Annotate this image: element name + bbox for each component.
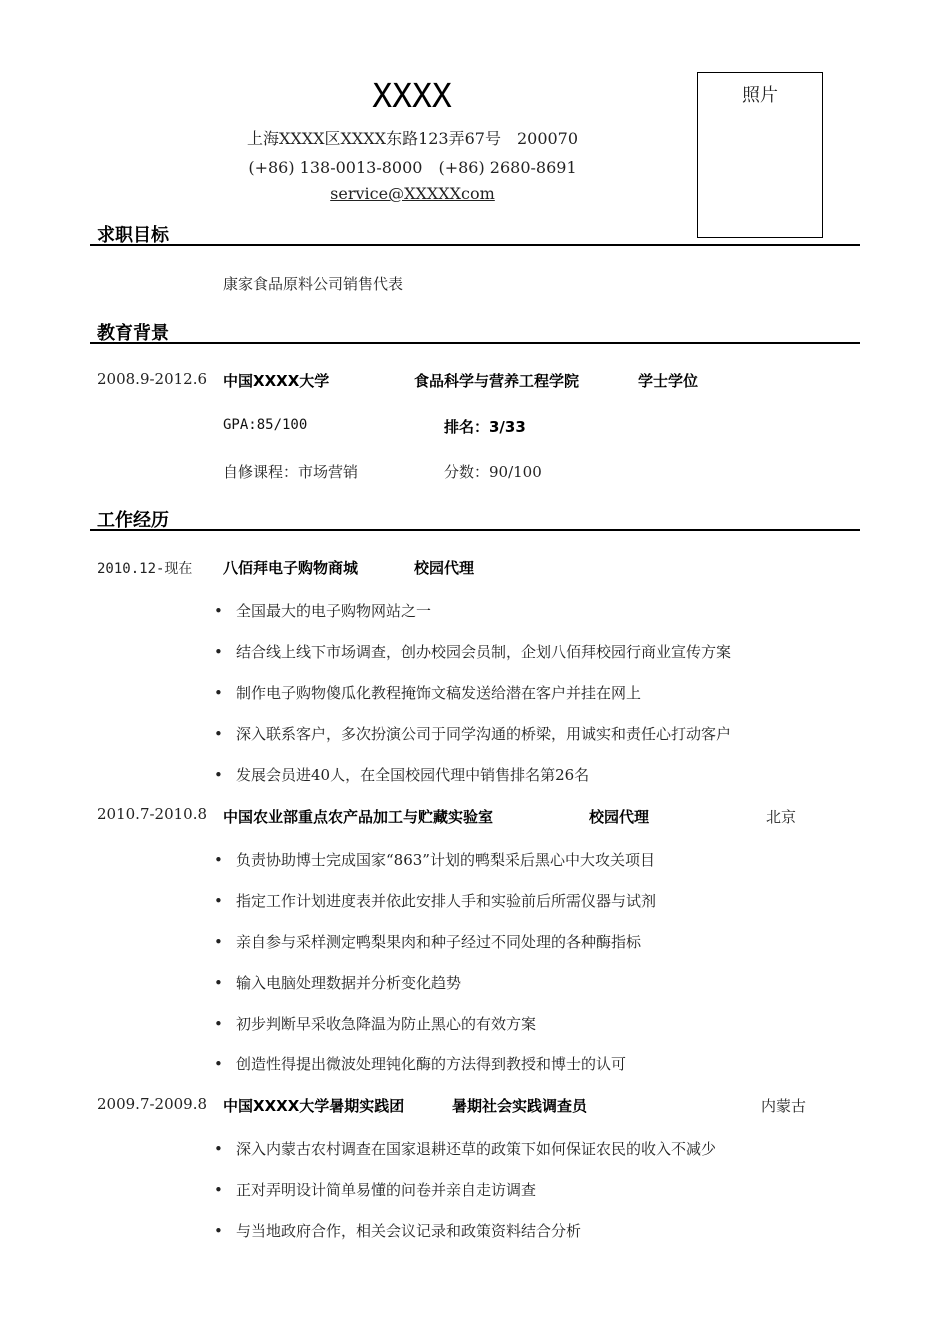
self-study-course: 自修课程：市场营销 [223,463,359,481]
course-score: 分数：90/100 [444,463,542,481]
job-bullet: • 初步判断早采收急降温为防止黑心的有效方案 [214,1013,536,1034]
job-bullet: • 指定工作计划进度表并依此安排人手和实验前后所需仪器与试剂 [214,890,656,911]
objective-text: 康家食品原料公司销售代表 [223,275,404,293]
job-location: 内蒙古 [761,1097,807,1115]
job-org: 中国XXXX大学暑期实践团 [223,1097,405,1115]
job-date: 2010.7-2010.8 [97,805,208,823]
phone-numbers: (+86) 138-0013-8000 (+86) 2680-8691 [248,158,577,177]
photo-label: 照片 [742,85,778,106]
objective-heading: 求职目标 [97,225,169,246]
job-bullet: • 创造性得提出微波处理钝化酶的方法得到教授和博士的认可 [214,1053,626,1074]
job-org: 八佰拜电子购物商城 [223,559,359,577]
job-bullet: • 发展会员进40人，在全国校园代理中销售排名第26名 [214,764,589,785]
college-name: 食品科学与营养工程学院 [414,372,580,390]
job-bullet: • 结合线上线下市场调查，创办校园会员制，企划八佰拜校园行商业宣传方案 [214,641,731,662]
school-name: 中国XXXX大学 [223,372,330,390]
gpa: GPA:85/100 [223,417,308,433]
education-heading: 教育背景 [97,323,169,344]
job-bullet: • 制作电子购物傻瓜化教程掩饰文稿发送给潜在客户并挂在网上 [214,682,641,703]
email-link[interactable]: service@XXXXXcom [330,184,495,203]
applicant-name: XXXX [372,76,452,115]
job-bullet: • 正对弄明设计简单易懂的问卷并亲自走访调查 [214,1179,536,1200]
rank: 排名：3/33 [444,418,526,436]
job-bullet: • 全国最大的电子购物网站之一 [214,600,431,621]
photo-box [697,72,823,238]
job-date: 2010.12-现在 [97,561,193,577]
degree: 学士学位 [638,372,699,390]
job-bullet: • 深入内蒙古农村调查在国家退耕还草的政策下如何保证农民的收入不减少 [214,1138,716,1159]
work-heading: 工作经历 [97,510,169,531]
education-date: 2008.9-2012.6 [97,370,208,388]
job-bullet: • 深入联系客户，多次扮演公司于同学沟通的桥梁，用诚实和责任心打动客户 [214,723,731,744]
section-divider [90,529,860,531]
job-location: 北京 [766,808,797,826]
job-role: 暑期社会实践调查员 [452,1097,588,1115]
address: 上海XXXX区XXXX东路123弄67号 200070 [246,129,579,148]
job-role: 校园代理 [589,808,650,826]
job-org: 中国农业部重点农产品加工与贮藏实验室 [223,808,494,826]
job-bullet: • 与当地政府合作，相关会议记录和政策资料结合分析 [214,1220,581,1241]
section-divider [90,342,860,344]
job-bullet: • 亲自参与采样测定鸭梨果肉和种子经过不同处理的各种酶指标 [214,931,641,952]
job-date: 2009.7-2009.8 [97,1095,208,1113]
job-bullet: • 输入电脑处理数据并分析变化趋势 [214,972,461,993]
job-role: 校园代理 [414,559,475,577]
section-divider [90,244,860,246]
job-bullet: • 负责协助博士完成国家“863”计划的鸭梨采后黑心中大攻关项目 [214,849,655,870]
